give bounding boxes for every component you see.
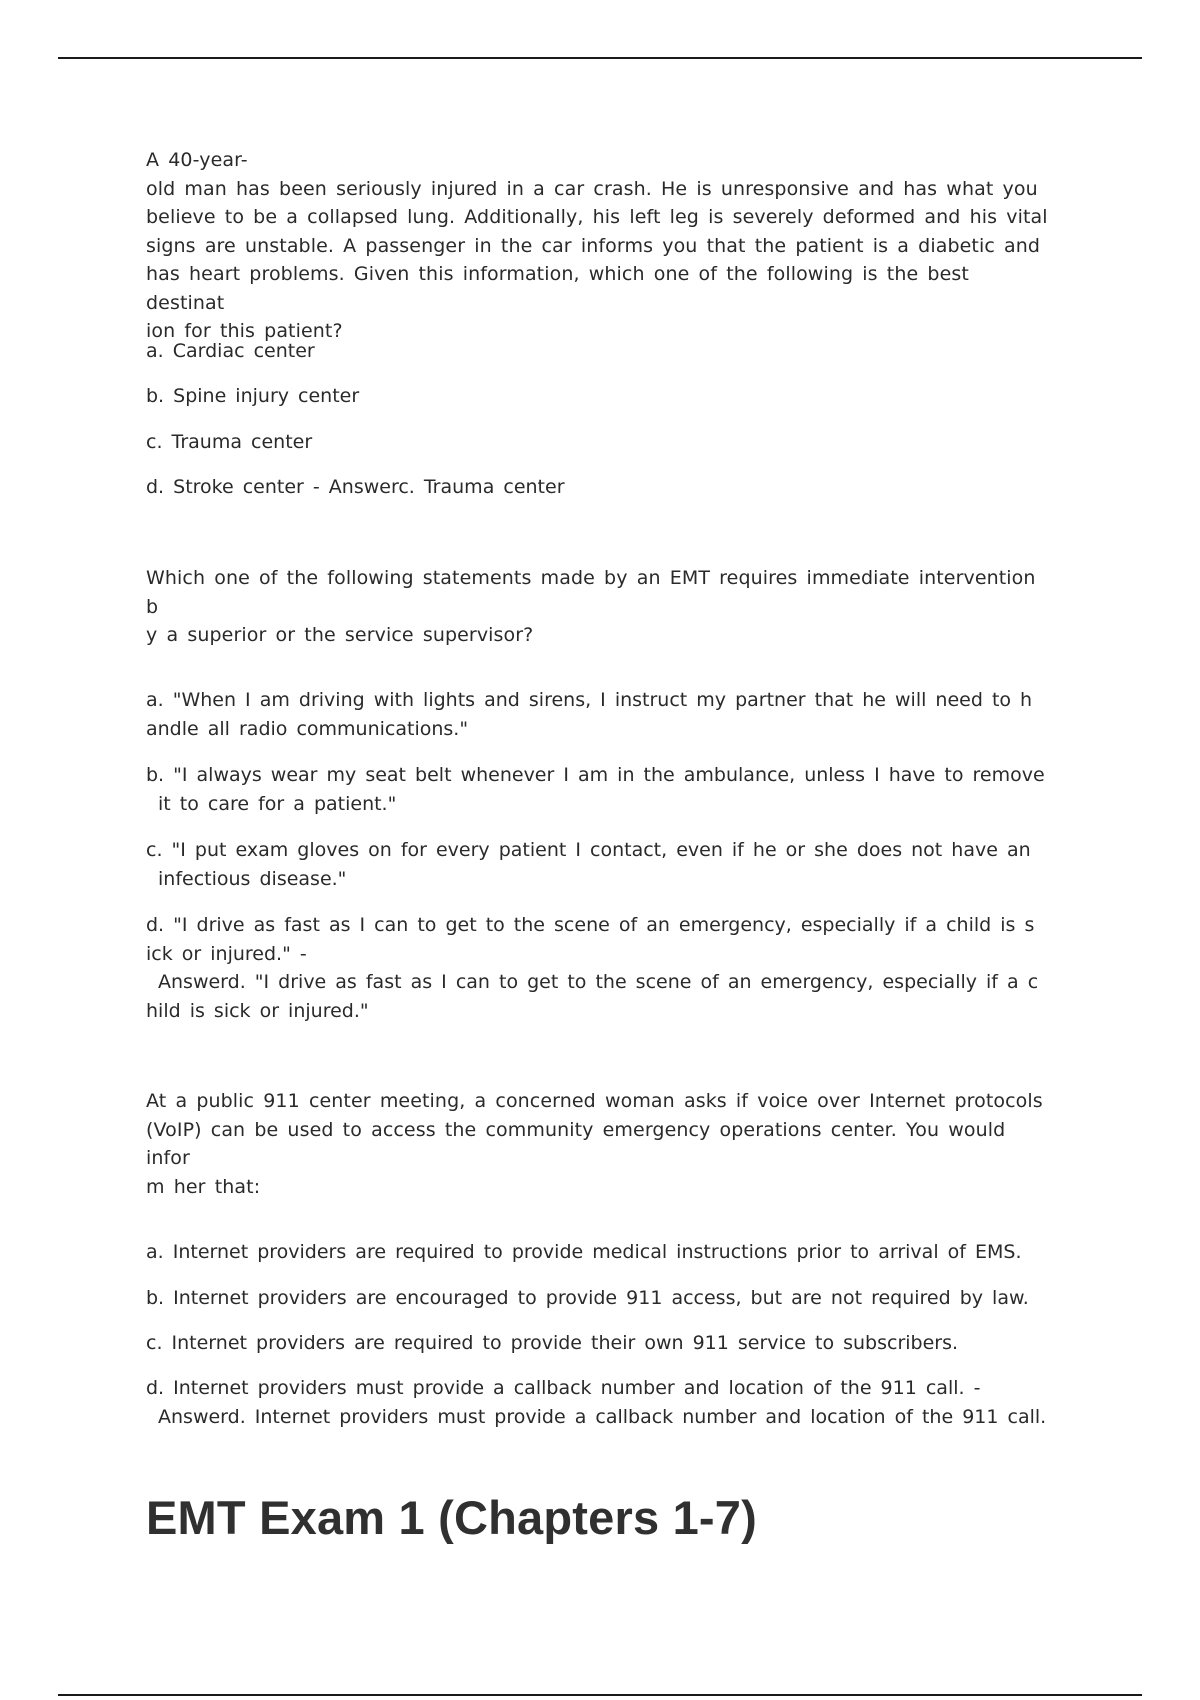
option-d-answer (146, 473, 565, 502)
question-2-stem (146, 564, 1056, 650)
stem-line: A 40-year- (146, 149, 248, 171)
option-b (146, 761, 1056, 818)
option-line: a. "When I am driving with lights and sirens, I instruct my partner that he will need to h (146, 689, 1033, 711)
header-rule (58, 57, 1142, 59)
option-a (146, 337, 315, 366)
stem-line: has heart problems. Given this information, which one of the following is the best destinat (146, 263, 969, 314)
option-a (146, 1238, 1056, 1267)
option-line: ick or injured." - (146, 942, 307, 965)
option-c (146, 836, 1056, 893)
stem-line: At a public 911 center meeting, a concerned woman asks if voice over Internet protocols (146, 1090, 1043, 1112)
option-b (146, 1284, 1056, 1313)
option-line: Answerd. "I drive as fast as I can to get to the scene of an emergency, especially if a c (158, 971, 1039, 993)
stem-line: old man has been seriously injured in a car crash. He is unresponsive and has what you (146, 177, 1038, 200)
option-a (146, 686, 1056, 743)
section-heading: EMT Exam 1 (Chapters 1-7) (146, 1491, 757, 1544)
option-line: a. Internet providers are required to provide medical instructions prior to arrival of EMS. (146, 1241, 1022, 1263)
option-line: hild is sick or injured." (146, 999, 369, 1022)
option-line: c. Internet providers are required to provide their own 911 service to subscribers. (146, 1332, 959, 1354)
stem-line: m her that: (146, 1175, 261, 1198)
stem-line: (VoIP) can be used to access the community emergency operations center. You would infor (146, 1118, 1006, 1169)
stem-line: ion for this patient? (146, 320, 343, 342)
option-line: d. Stroke center - Answerc. Trauma center (146, 476, 565, 498)
option-line: b. "I always wear my seat belt whenever I am in the ambulance, unless I have to remove (146, 764, 1045, 786)
option-line: d. Internet providers must provide a callback number and location of the 911 call. - (146, 1377, 981, 1399)
option-line: Answerd. Internet providers must provide a callback number and location of the 911 call. (158, 1405, 1047, 1428)
option-line: c. Trauma center (146, 431, 313, 453)
option-line: c. "I put exam gloves on for every patient I contact, even if he or she does not have an (146, 839, 1031, 861)
question-3-stem (146, 1087, 1056, 1201)
stem-line: Which one of the following statements made by an EMT requires immediate intervention b (146, 567, 1036, 618)
option-line: a. Cardiac center (146, 340, 315, 362)
option-line: it to care for a patient." (158, 792, 397, 815)
option-c (146, 428, 312, 457)
option-line: b. Spine injury center (146, 385, 360, 407)
option-line: d. "I drive as fast as I can to get to the scene of an emergency, especially if a child is s (146, 914, 1035, 936)
stem-line: signs are unstable. A passenger in the car informs you that the patient is a diabetic and (146, 234, 1041, 257)
option-d-answer (146, 1374, 1056, 1431)
option-line: b. Internet providers are encouraged to provide 911 access, but are not required by law. (146, 1287, 1029, 1309)
option-b (146, 382, 359, 411)
footer-rule (58, 1694, 1142, 1696)
option-c (146, 1329, 1056, 1358)
stem-line: y a superior or the service supervisor? (146, 624, 534, 646)
question-1 (146, 146, 1056, 346)
stem-line: believe to be a collapsed lung. Additionally, his left leg is severely deformed and his vital (146, 206, 1048, 228)
option-d-answer (146, 911, 1056, 1025)
option-line: andle all radio communications." (146, 717, 469, 740)
option-line: infectious disease." (158, 867, 347, 890)
question-stem (146, 146, 1056, 346)
